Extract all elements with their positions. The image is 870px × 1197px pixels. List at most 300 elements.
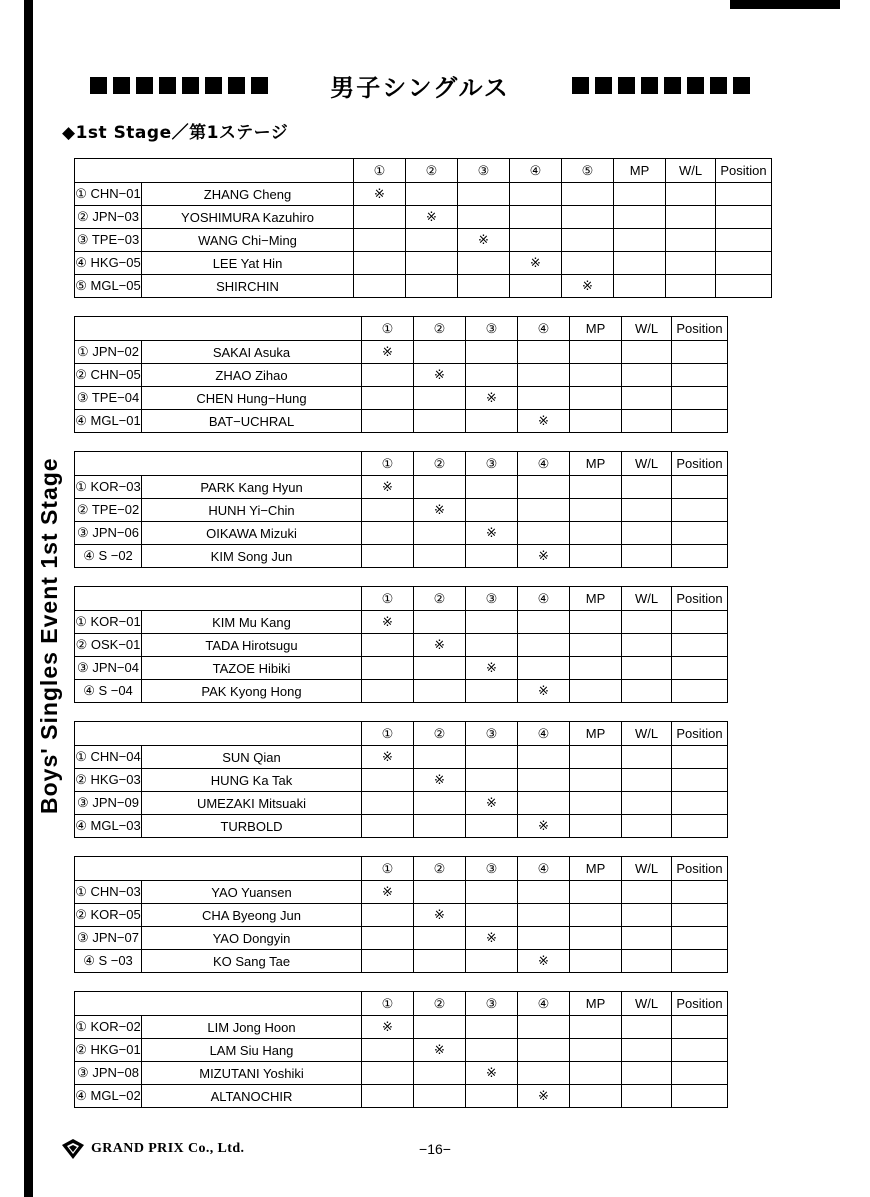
result-cell[interactable]: [510, 229, 562, 252]
group-name: A GROUP: [75, 159, 354, 183]
self-cell[interactable]: ※: [362, 746, 414, 769]
position-cell[interactable]: [672, 1085, 728, 1108]
result-cell[interactable]: [518, 341, 570, 364]
position-cell[interactable]: [716, 252, 772, 275]
result-cell[interactable]: [414, 927, 466, 950]
result-cell[interactable]: [414, 545, 466, 568]
self-cell[interactable]: ※: [362, 881, 414, 904]
group-header-row: [75, 159, 772, 183]
group-table-g: [74, 991, 728, 1108]
player-name: HUNG Ka Tak: [142, 769, 362, 792]
result-cell[interactable]: [466, 680, 518, 703]
self-cell[interactable]: ※: [466, 792, 518, 815]
result-cell[interactable]: [362, 904, 414, 927]
position-cell[interactable]: [716, 275, 772, 298]
group-header-row: [75, 587, 728, 611]
player-name: CHEN Hung−Hung: [142, 387, 362, 410]
result-cell[interactable]: [406, 229, 458, 252]
mp-cell[interactable]: [570, 476, 622, 499]
table-row: [75, 634, 728, 657]
result-cell[interactable]: [406, 252, 458, 275]
position-cell[interactable]: [672, 364, 728, 387]
column-header-c1: ①: [362, 722, 414, 746]
wl-cell[interactable]: [622, 1039, 672, 1062]
mp-cell[interactable]: [570, 341, 622, 364]
mp-cell[interactable]: [570, 1016, 622, 1039]
player-name: LAM Siu Hang: [142, 1039, 362, 1062]
result-cell[interactable]: [362, 545, 414, 568]
position-cell[interactable]: [672, 904, 728, 927]
self-cell[interactable]: ※: [518, 410, 570, 433]
mp-cell[interactable]: [614, 229, 666, 252]
result-cell[interactable]: [518, 904, 570, 927]
self-cell[interactable]: ※: [518, 950, 570, 973]
position-cell[interactable]: [672, 881, 728, 904]
result-cell[interactable]: [518, 1062, 570, 1085]
position-cell[interactable]: [672, 1016, 728, 1039]
position-cell[interactable]: [672, 657, 728, 680]
mp-cell[interactable]: [570, 1039, 622, 1062]
player-code: ③ JPN−08: [75, 1062, 142, 1085]
result-cell[interactable]: [362, 657, 414, 680]
result-cell[interactable]: [414, 1085, 466, 1108]
result-cell[interactable]: [562, 206, 614, 229]
column-header-mp: MP: [570, 722, 622, 746]
wl-cell[interactable]: [622, 881, 672, 904]
result-cell[interactable]: [466, 611, 518, 634]
player-name: UMEZAKI Mitsuaki: [142, 792, 362, 815]
wl-cell[interactable]: [622, 522, 672, 545]
wl-cell[interactable]: [622, 904, 672, 927]
column-header-wl: W/L: [622, 857, 672, 881]
mp-cell[interactable]: [570, 387, 622, 410]
column-header-c2: ②: [414, 722, 466, 746]
result-cell[interactable]: [414, 1062, 466, 1085]
column-header-c3: ③: [466, 587, 518, 611]
column-header-wl: W/L: [622, 317, 672, 341]
self-cell[interactable]: ※: [362, 341, 414, 364]
mp-cell[interactable]: [570, 522, 622, 545]
mp-cell[interactable]: [570, 927, 622, 950]
player-code: ③ TPE−04: [75, 387, 142, 410]
position-cell[interactable]: [672, 680, 728, 703]
player-name: ALTANOCHIR: [142, 1085, 362, 1108]
column-header-mp: MP: [570, 992, 622, 1016]
column-header-c2: ②: [414, 857, 466, 881]
column-header-c1: ①: [362, 992, 414, 1016]
result-cell[interactable]: [518, 522, 570, 545]
group-tables: [74, 158, 774, 1126]
mp-cell[interactable]: [570, 746, 622, 769]
result-cell[interactable]: [354, 206, 406, 229]
result-cell[interactable]: [458, 275, 510, 298]
result-cell[interactable]: [406, 183, 458, 206]
player-name: SUN Qian: [142, 746, 362, 769]
result-cell[interactable]: [518, 611, 570, 634]
result-cell[interactable]: [362, 792, 414, 815]
result-cell[interactable]: [414, 746, 466, 769]
result-cell[interactable]: [414, 522, 466, 545]
result-cell[interactable]: [362, 522, 414, 545]
result-cell[interactable]: [414, 881, 466, 904]
result-cell[interactable]: [518, 476, 570, 499]
position-cell[interactable]: [672, 476, 728, 499]
position-cell[interactable]: [716, 183, 772, 206]
table-row: [75, 410, 728, 433]
result-cell[interactable]: [466, 1039, 518, 1062]
player-code: ③ JPN−04: [75, 657, 142, 680]
result-cell[interactable]: [362, 927, 414, 950]
wl-cell[interactable]: [622, 792, 672, 815]
player-code: ② OSK−01: [75, 634, 142, 657]
position-cell[interactable]: [672, 341, 728, 364]
mp-cell[interactable]: [570, 499, 622, 522]
wl-cell[interactable]: [622, 657, 672, 680]
player-name: OIKAWA Mizuki: [142, 522, 362, 545]
group-block: [74, 721, 774, 838]
position-cell[interactable]: [672, 769, 728, 792]
wl-cell[interactable]: [622, 476, 672, 499]
result-cell[interactable]: [414, 387, 466, 410]
self-cell[interactable]: ※: [406, 206, 458, 229]
wl-cell[interactable]: [622, 1085, 672, 1108]
result-cell[interactable]: [414, 815, 466, 838]
player-code: ① CHN−04: [75, 746, 142, 769]
page-title: 男子シングルス: [330, 74, 510, 102]
result-cell[interactable]: [518, 387, 570, 410]
footer-company: GRAND PRIX Co., Ltd.: [91, 1141, 245, 1156]
position-cell[interactable]: [716, 206, 772, 229]
player-code: ④ MGL−01: [75, 410, 142, 433]
result-cell[interactable]: [466, 364, 518, 387]
wl-cell[interactable]: [622, 746, 672, 769]
group-header-row: [75, 992, 728, 1016]
table-row: [75, 499, 728, 522]
result-cell[interactable]: [406, 275, 458, 298]
result-cell[interactable]: [458, 183, 510, 206]
position-cell[interactable]: [672, 950, 728, 973]
position-cell[interactable]: [672, 1062, 728, 1085]
mp-cell[interactable]: [570, 410, 622, 433]
position-cell[interactable]: [672, 410, 728, 433]
result-cell[interactable]: [414, 680, 466, 703]
self-cell[interactable]: ※: [414, 769, 466, 792]
table-row: [75, 904, 728, 927]
self-cell[interactable]: ※: [518, 815, 570, 838]
result-cell[interactable]: [458, 206, 510, 229]
column-header-position: Position: [672, 857, 728, 881]
result-cell[interactable]: [354, 229, 406, 252]
decorative-square: [595, 77, 612, 94]
result-cell[interactable]: [518, 499, 570, 522]
position-cell[interactable]: [672, 927, 728, 950]
self-cell[interactable]: ※: [362, 1016, 414, 1039]
group-name: C GROUP: [75, 452, 362, 476]
player-code: ④ HKG−05: [75, 252, 142, 275]
mp-cell[interactable]: [570, 904, 622, 927]
self-cell[interactable]: ※: [458, 229, 510, 252]
result-cell[interactable]: [414, 950, 466, 973]
position-cell[interactable]: [672, 815, 728, 838]
result-cell[interactable]: [518, 769, 570, 792]
mp-cell[interactable]: [570, 634, 622, 657]
result-cell[interactable]: [466, 634, 518, 657]
mp-cell[interactable]: [570, 657, 622, 680]
column-header-wl: W/L: [622, 587, 672, 611]
player-name: SHIRCHIN: [142, 275, 354, 298]
wl-cell[interactable]: [622, 634, 672, 657]
result-cell[interactable]: [362, 410, 414, 433]
column-header-c2: ②: [414, 587, 466, 611]
left-edge-bar: [24, 0, 33, 1197]
table-row: [75, 206, 772, 229]
wl-cell[interactable]: [622, 950, 672, 973]
player-name: LEE Yat Hin: [142, 252, 354, 275]
wl-cell[interactable]: [622, 1016, 672, 1039]
result-cell[interactable]: [414, 792, 466, 815]
column-header-c2: ②: [414, 992, 466, 1016]
mp-cell[interactable]: [570, 881, 622, 904]
wl-cell[interactable]: [622, 927, 672, 950]
column-header-wl: W/L: [622, 452, 672, 476]
player-name: SAKAI Asuka: [142, 341, 362, 364]
mp-cell[interactable]: [614, 206, 666, 229]
side-title: Boys' Singles Event 1st Stage: [36, 457, 62, 814]
column-header-c1: ①: [362, 317, 414, 341]
self-cell[interactable]: ※: [362, 611, 414, 634]
column-header-c3: ③: [466, 722, 518, 746]
decorative-square: [205, 77, 222, 94]
player-name: TADA Hirotsugu: [142, 634, 362, 657]
decorative-square: [159, 77, 176, 94]
wl-cell[interactable]: [666, 229, 716, 252]
result-cell[interactable]: [414, 1016, 466, 1039]
table-row: [75, 476, 728, 499]
position-cell[interactable]: [672, 634, 728, 657]
self-cell[interactable]: ※: [466, 657, 518, 680]
position-cell[interactable]: [672, 387, 728, 410]
document-header: [90, 68, 750, 103]
player-code: ④ S −03: [75, 950, 142, 973]
result-cell[interactable]: [518, 881, 570, 904]
self-cell[interactable]: ※: [518, 1085, 570, 1108]
result-cell[interactable]: [518, 1039, 570, 1062]
mp-cell[interactable]: [614, 183, 666, 206]
result-cell[interactable]: [362, 1085, 414, 1108]
result-cell[interactable]: [518, 364, 570, 387]
result-cell[interactable]: [414, 410, 466, 433]
result-cell[interactable]: [518, 927, 570, 950]
player-code: ① KOR−01: [75, 611, 142, 634]
wl-cell[interactable]: [622, 410, 672, 433]
decorative-square: [251, 77, 268, 94]
position-cell[interactable]: [672, 746, 728, 769]
self-cell[interactable]: ※: [414, 634, 466, 657]
mp-cell[interactable]: [570, 950, 622, 973]
wl-cell[interactable]: [622, 499, 672, 522]
position-cell[interactable]: [672, 792, 728, 815]
table-row: [75, 183, 772, 206]
result-cell[interactable]: [562, 252, 614, 275]
wl-cell[interactable]: [622, 769, 672, 792]
group-name: D GROUP: [75, 587, 362, 611]
mp-cell[interactable]: [570, 545, 622, 568]
group-block: [74, 316, 774, 433]
result-cell[interactable]: [362, 364, 414, 387]
position-cell[interactable]: [672, 611, 728, 634]
result-cell[interactable]: [362, 950, 414, 973]
mp-cell[interactable]: [570, 364, 622, 387]
result-cell[interactable]: [354, 275, 406, 298]
group-table-e: [74, 721, 728, 838]
wl-cell[interactable]: [666, 275, 716, 298]
mp-cell[interactable]: [570, 680, 622, 703]
group-block: [74, 158, 774, 298]
mp-cell[interactable]: [570, 611, 622, 634]
result-cell[interactable]: [466, 545, 518, 568]
wl-cell[interactable]: [666, 252, 716, 275]
position-cell[interactable]: [716, 229, 772, 252]
self-cell[interactable]: ※: [510, 252, 562, 275]
position-cell[interactable]: [672, 499, 728, 522]
result-cell[interactable]: [362, 634, 414, 657]
result-cell[interactable]: [362, 1039, 414, 1062]
wl-cell[interactable]: [666, 206, 716, 229]
column-header-mp: MP: [614, 159, 666, 183]
wl-cell[interactable]: [622, 815, 672, 838]
result-cell[interactable]: [466, 746, 518, 769]
decorative-square: [664, 77, 681, 94]
result-cell[interactable]: [466, 881, 518, 904]
self-cell[interactable]: ※: [362, 476, 414, 499]
player-name: LIM Jong Hoon: [142, 1016, 362, 1039]
result-cell[interactable]: [362, 499, 414, 522]
wl-cell[interactable]: [622, 387, 672, 410]
result-cell[interactable]: [510, 275, 562, 298]
mp-cell[interactable]: [570, 1062, 622, 1085]
position-cell[interactable]: [672, 522, 728, 545]
self-cell[interactable]: ※: [414, 904, 466, 927]
self-cell[interactable]: ※: [562, 275, 614, 298]
mp-cell[interactable]: [570, 1085, 622, 1108]
table-row: [75, 364, 728, 387]
table-row: [75, 769, 728, 792]
result-cell[interactable]: [562, 183, 614, 206]
wl-cell[interactable]: [622, 364, 672, 387]
result-cell[interactable]: [362, 815, 414, 838]
column-header-wl: W/L: [622, 722, 672, 746]
column-header-c4: ④: [510, 159, 562, 183]
column-header-c2: ②: [414, 317, 466, 341]
result-cell[interactable]: [466, 950, 518, 973]
result-cell[interactable]: [466, 815, 518, 838]
player-name: KO Sang Tae: [142, 950, 362, 973]
result-cell[interactable]: [518, 792, 570, 815]
result-cell[interactable]: [362, 680, 414, 703]
player-code: ③ JPN−07: [75, 927, 142, 950]
result-cell[interactable]: [518, 634, 570, 657]
self-cell[interactable]: ※: [414, 364, 466, 387]
result-cell[interactable]: [414, 476, 466, 499]
self-cell[interactable]: ※: [466, 387, 518, 410]
column-header-c1: ①: [362, 452, 414, 476]
player-code: ④ MGL−02: [75, 1085, 142, 1108]
player-name: PARK Kang Hyun: [142, 476, 362, 499]
wl-cell[interactable]: [622, 341, 672, 364]
wl-cell[interactable]: [666, 183, 716, 206]
self-cell[interactable]: ※: [466, 522, 518, 545]
player-code: ③ TPE−03: [75, 229, 142, 252]
self-cell[interactable]: ※: [466, 927, 518, 950]
result-cell[interactable]: [414, 657, 466, 680]
mp-cell[interactable]: [570, 815, 622, 838]
result-cell[interactable]: [466, 341, 518, 364]
result-cell[interactable]: [362, 769, 414, 792]
column-header-c3: ③: [466, 317, 518, 341]
position-cell[interactable]: [672, 545, 728, 568]
result-cell[interactable]: [354, 252, 406, 275]
result-cell[interactable]: [466, 904, 518, 927]
mp-cell[interactable]: [570, 769, 622, 792]
player-code: ③ JPN−09: [75, 792, 142, 815]
column-header-wl: W/L: [622, 992, 672, 1016]
result-cell[interactable]: [466, 499, 518, 522]
self-cell[interactable]: ※: [466, 1062, 518, 1085]
self-cell[interactable]: ※: [414, 1039, 466, 1062]
mp-cell[interactable]: [570, 792, 622, 815]
result-cell[interactable]: [414, 341, 466, 364]
decorative-square: [618, 77, 635, 94]
group-header-row: [75, 857, 728, 881]
self-cell[interactable]: ※: [518, 545, 570, 568]
mp-cell[interactable]: [614, 275, 666, 298]
result-cell[interactable]: [518, 746, 570, 769]
mp-cell[interactable]: [614, 252, 666, 275]
self-cell[interactable]: ※: [414, 499, 466, 522]
self-cell[interactable]: ※: [518, 680, 570, 703]
result-cell[interactable]: [518, 657, 570, 680]
table-row: [75, 815, 728, 838]
table-row: [75, 611, 728, 634]
player-code: ② KOR−05: [75, 904, 142, 927]
wl-cell[interactable]: [622, 545, 672, 568]
column-header-position: Position: [672, 587, 728, 611]
result-cell[interactable]: [510, 206, 562, 229]
self-cell[interactable]: ※: [354, 183, 406, 206]
result-cell[interactable]: [414, 611, 466, 634]
result-cell[interactable]: [362, 1062, 414, 1085]
wl-cell[interactable]: [622, 1062, 672, 1085]
result-cell[interactable]: [466, 1016, 518, 1039]
result-cell[interactable]: [466, 1085, 518, 1108]
position-cell[interactable]: [672, 1039, 728, 1062]
result-cell[interactable]: [510, 183, 562, 206]
group-header-row: [75, 317, 728, 341]
result-cell[interactable]: [562, 229, 614, 252]
page-number: −16−: [419, 1141, 451, 1157]
column-header-c3: ③: [466, 857, 518, 881]
result-cell[interactable]: [518, 1016, 570, 1039]
result-cell[interactable]: [362, 387, 414, 410]
player-code: ① CHN−01: [75, 183, 142, 206]
player-name: BAT−UCHRAL: [142, 410, 362, 433]
wl-cell[interactable]: [622, 611, 672, 634]
result-cell[interactable]: [466, 769, 518, 792]
result-cell[interactable]: [466, 476, 518, 499]
result-cell[interactable]: [458, 252, 510, 275]
result-cell[interactable]: [466, 410, 518, 433]
wl-cell[interactable]: [622, 680, 672, 703]
